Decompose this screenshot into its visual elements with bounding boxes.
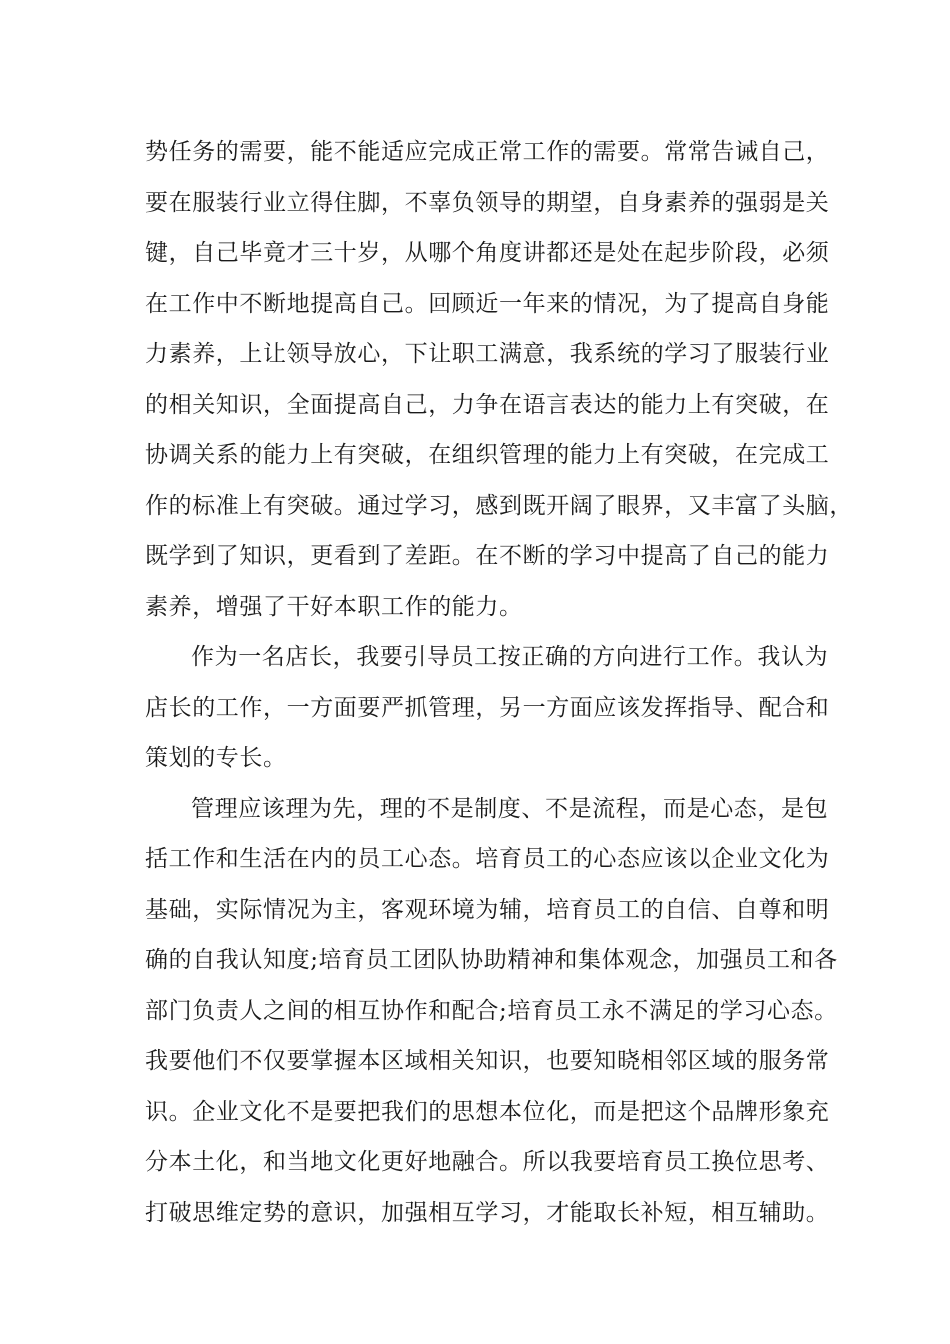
text-line: 力素养，上让领导放心，下让职工满意，我系统的学习了服装行业	[145, 341, 830, 367]
text-line: 在工作中不断地提高自己。回顾近一年来的情况，为了提高自身能	[145, 290, 830, 317]
text-line: 势任务的需要，能不能适应完成正常工作的需要。常常告诫自己，	[145, 139, 830, 165]
text-line: 店长的工作，一方面要严抓管理，另一方面应该发挥指导、配合和	[145, 694, 830, 721]
text-line: 基础，实际情况为主，客观环境为辅，培育员工的自信、自尊和明	[145, 896, 830, 923]
text-line: 括工作和生活在内的员工心态。培育员工的心态应该以企业文化为	[145, 846, 830, 872]
text-line: 的相关知识，全面提高自己，力争在语言表达的能力上有突破，在	[145, 391, 830, 418]
paragraph-start-line: 管理应该理为先，理的不是制度、不是流程，而是心态，是包	[191, 795, 829, 822]
body-text	[145, 127, 853, 1238]
text-line: 策划的专长。	[145, 745, 287, 771]
text-line: 确的自我认知度;培育员工团队协助精神和集体观念，加强员工和各	[145, 947, 838, 973]
text-line: 打破思维定势的意识，加强相互学习，才能取长补短，相互辅助。	[145, 1199, 830, 1226]
text-line: 既学到了知识，更看到了差距。在不断的学习中提高了自己的能力	[145, 543, 830, 569]
text-line: 键，自己毕竟才三十岁，从哪个角度讲都还是处在起步阶段，必须	[145, 240, 830, 266]
text-line: 素养，增强了干好本职工作的能力。	[145, 593, 523, 620]
text-line: 作的标准上有突破。通过学习，感到既开阔了眼界，又丰富了头脑，	[145, 492, 853, 519]
text-line: 协调关系的能力上有突破，在组织管理的能力上有突破，在完成工	[145, 442, 830, 468]
text-line: 要在服装行业立得住脚，不辜负领导的期望，自身素养的强弱是关	[145, 189, 830, 216]
text-line: 识。企业文化不是要把我们的思想本位化，而是把这个品牌形象充	[145, 1098, 830, 1125]
text-line: 分本土化，和当地文化更好地融合。所以我要培育员工换位思考、	[145, 1149, 830, 1175]
paragraph-start-line: 作为一名店长，我要引导员工按正确的方向进行工作。我认为	[191, 644, 829, 670]
text-line: 我要他们不仅要掌握本区域相关知识，也要知晓相邻区域的服务常	[145, 1048, 830, 1074]
text-line: 部门负责人之间的相互协作和配合;培育员工永不满足的学习心态。	[145, 997, 838, 1024]
